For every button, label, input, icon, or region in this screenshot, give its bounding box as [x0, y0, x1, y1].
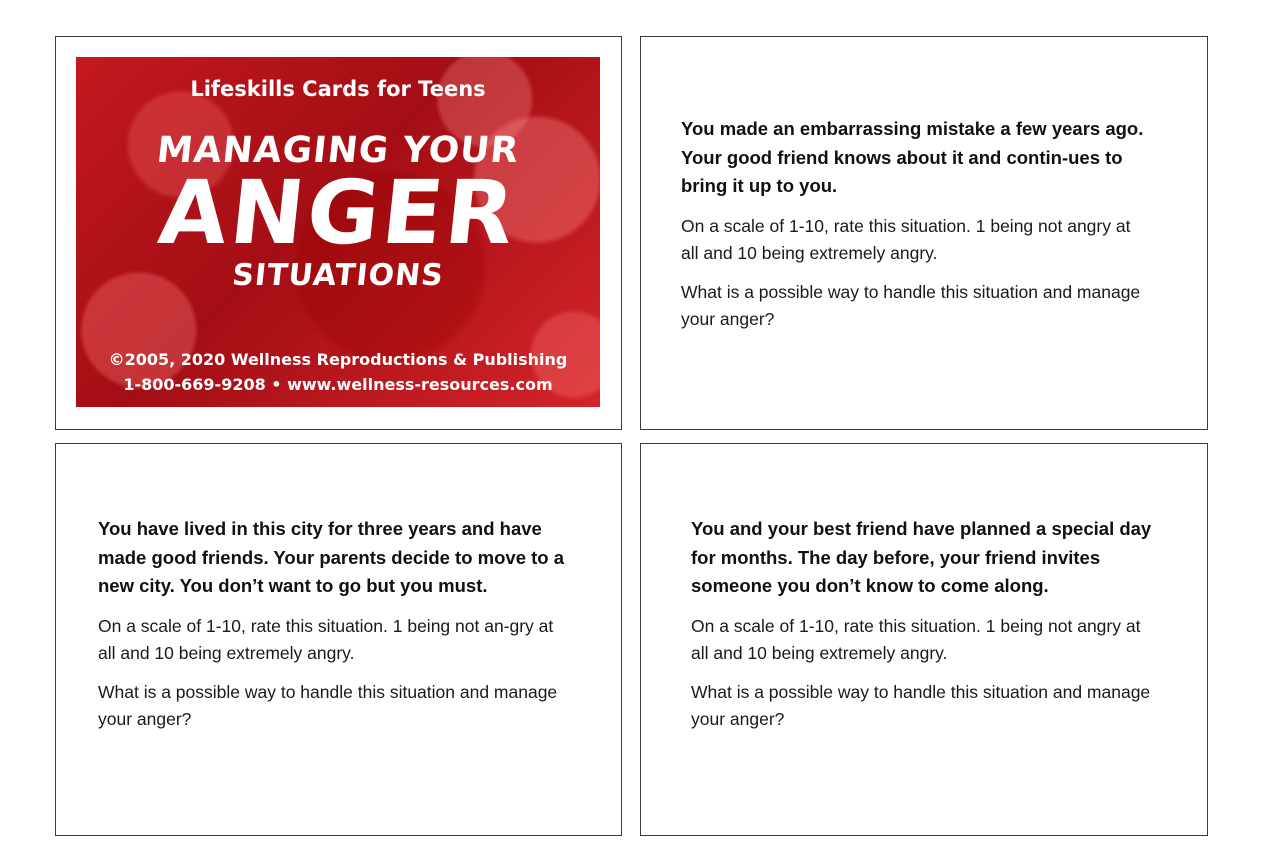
card-scenario: You made an embarrassing mistake a few years ago. Your good friend knows about it and contin-ues to bring it up to you.: [681, 118, 1144, 197]
card-question: What is a possible way to handle this situation and manage your anger?: [681, 282, 1141, 330]
cover-contact: 1-800-669-9208 • www.wellness-resources.com: [123, 375, 553, 394]
cover-artwork: [76, 57, 600, 407]
cover-title-bottom: SITUATIONS: [230, 258, 446, 293]
card-rating-prompt: On a scale of 1-10, rate this situation. 1 being not an-gry at all and 10 being extremely angry.: [98, 616, 554, 664]
cover-series-title: Lifeskills Cards for Teens: [190, 77, 486, 101]
situation-card-2: [55, 443, 622, 836]
card-rating-prompt: On a scale of 1-10, rate this situation. 1 being not angry at all and 10 being extremely angry.: [691, 616, 1141, 664]
card-content: [691, 515, 1161, 746]
cover-copyright: ©2005, 2020 Wellness Reproductions & Publishing: [108, 350, 568, 369]
card-content: [98, 515, 568, 746]
card-content: [681, 115, 1151, 346]
card-scenario: You have lived in this city for three years and have made good friends. Your parents decide to move to a new city. You don’t want to go but you must.: [98, 518, 565, 597]
card-question: What is a possible way to handle this situation and manage your anger?: [98, 682, 558, 730]
card-scenario: You and your best friend have planned a special day for months. The day before, your friend invites someone you don’t know to come along.: [691, 518, 1152, 597]
card-question: What is a possible way to handle this situation and manage your anger?: [691, 682, 1151, 730]
cover-title-main: ANGER: [154, 161, 522, 264]
situation-card-3: [640, 443, 1208, 836]
card-rating-prompt: On a scale of 1-10, rate this situation. 1 being not angry at all and 10 being extremely angry.: [681, 216, 1131, 264]
cover-title-top: MANAGING YOUR: [154, 130, 522, 171]
situation-card-1: [640, 36, 1208, 430]
cover-card: [55, 36, 622, 430]
